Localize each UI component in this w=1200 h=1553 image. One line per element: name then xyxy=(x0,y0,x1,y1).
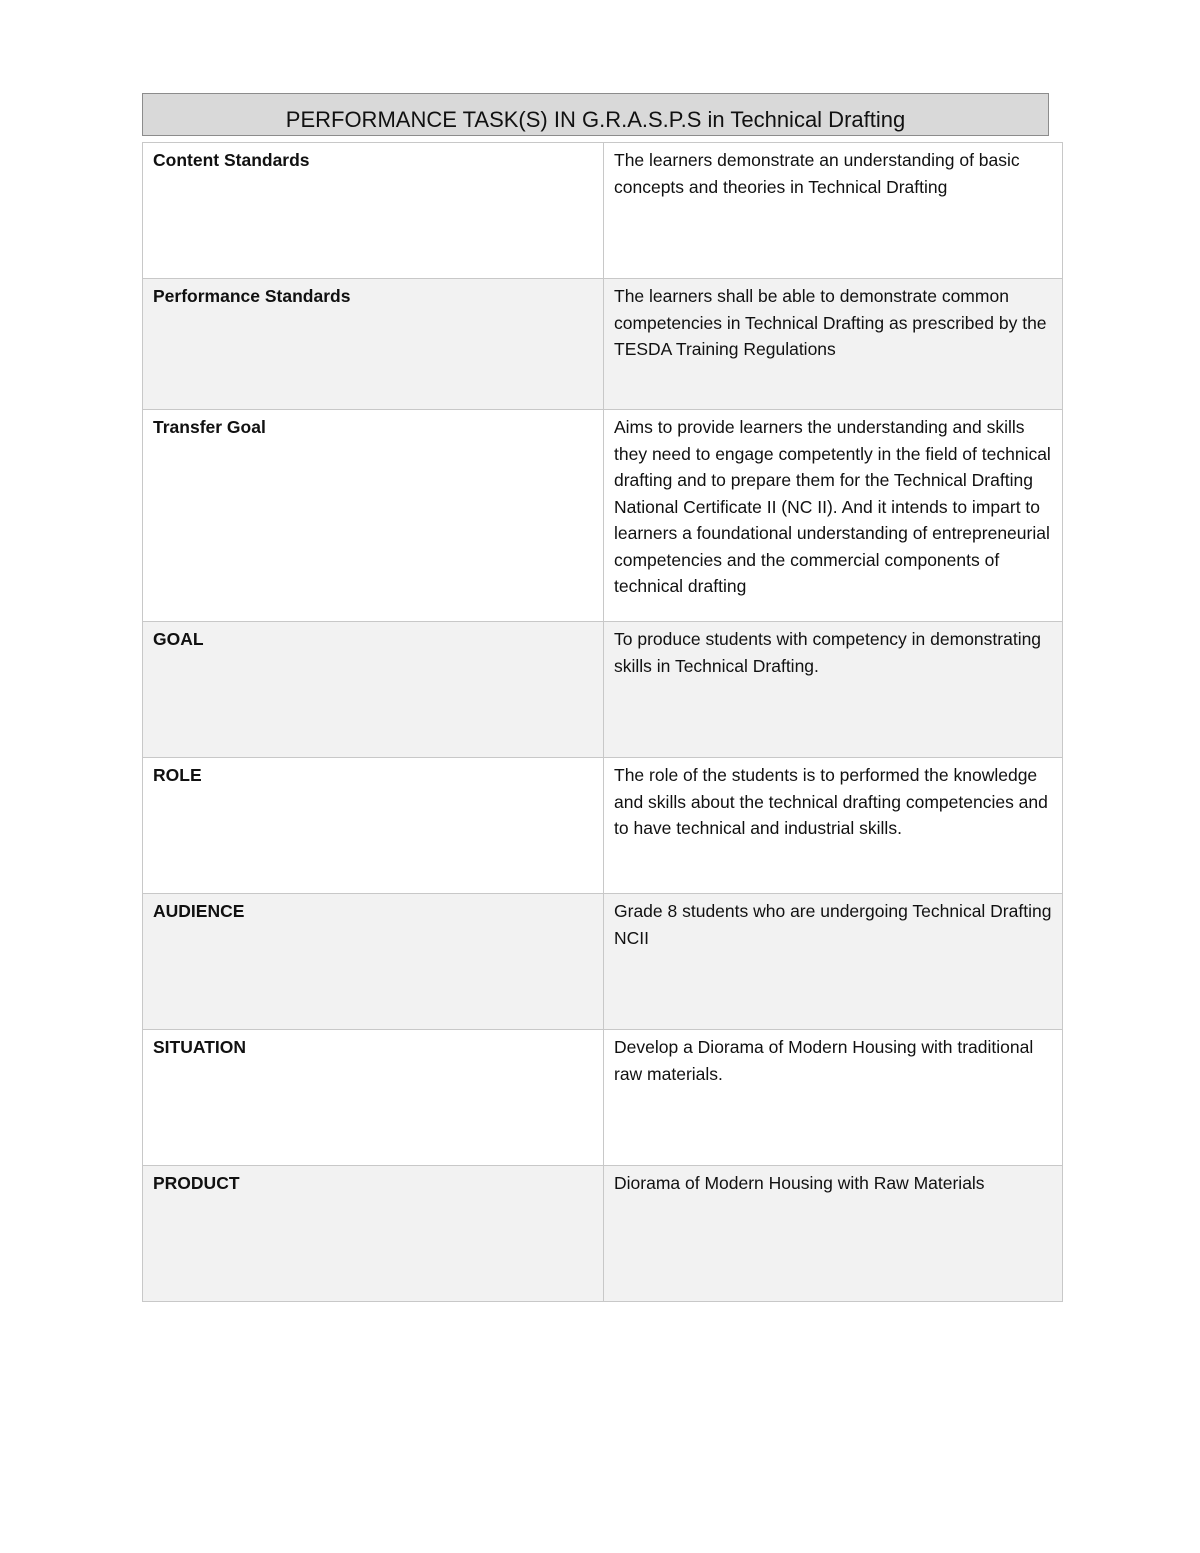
row-value: Develop a Diorama of Modern Housing with traditional raw materials. xyxy=(604,1030,1063,1166)
row-label: Transfer Goal xyxy=(143,410,604,622)
row-value: The learners shall be able to demonstrate common competencies in Technical Drafting as prescribed by the TESDA Training Regulations xyxy=(604,279,1063,410)
row-value: Aims to provide learners the understanding and skills they need to engage competently in the field of technical drafting and to prepare them for the Technical Drafting National Certificate II (NC II). And it intends to impart to learners a foundational understanding of entrepreneurial competencies and the commercial components of technical drafting xyxy=(604,410,1063,622)
row-value: Diorama of Modern Housing with Raw Materials xyxy=(604,1166,1063,1302)
row-label: PRODUCT xyxy=(143,1166,604,1302)
table-row-performance-standards xyxy=(143,279,1063,410)
row-label: Performance Standards xyxy=(143,279,604,410)
table-row-situation xyxy=(143,1030,1063,1166)
table-row-goal xyxy=(143,622,1063,758)
row-label: ROLE xyxy=(143,758,604,894)
table-row-product xyxy=(143,1166,1063,1302)
document-title-text: PERFORMANCE TASK(S) IN G.R.A.S.P.S in Technical Drafting xyxy=(285,107,906,132)
document-title xyxy=(142,93,1049,136)
table-row-role xyxy=(143,758,1063,894)
table-row-content-standards xyxy=(143,143,1063,279)
row-value: The role of the students is to performed the knowledge and skills about the technical drafting competencies and to have technical and industrial skills. xyxy=(604,758,1063,894)
grasps-table xyxy=(142,142,1063,1302)
row-label: AUDIENCE xyxy=(143,894,604,1030)
row-label: SITUATION xyxy=(143,1030,604,1166)
row-value: Grade 8 students who are undergoing Technical Drafting NCII xyxy=(604,894,1063,1030)
table-row-transfer-goal xyxy=(143,410,1063,622)
row-value: The learners demonstrate an understanding of basic concepts and theories in Technical Drafting xyxy=(604,143,1063,279)
row-value: To produce students with competency in demonstrating skills in Technical Drafting. xyxy=(604,622,1063,758)
table-row-audience xyxy=(143,894,1063,1030)
row-label: Content Standards xyxy=(143,143,604,279)
row-label: GOAL xyxy=(143,622,604,758)
